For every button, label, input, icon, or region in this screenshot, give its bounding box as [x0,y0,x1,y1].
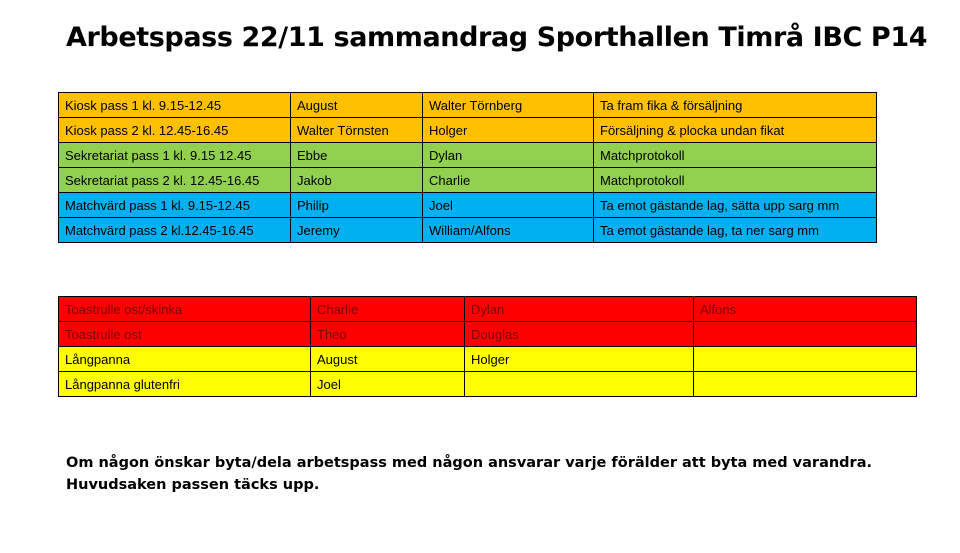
table-cell: Philip [291,193,423,218]
schedule-row [59,143,877,168]
baking-row [59,322,917,347]
baking-row [59,372,917,397]
table-cell: Matchprotokoll [594,168,877,193]
table-cell [465,372,694,397]
table-cell: Walter Törnberg [423,93,594,118]
swap-note-line-1: Om någon önskar byta/dela arbetspass med någon ansvarar varje förälder att byta med varandra. [66,455,872,471]
table-cell: August [311,347,465,372]
table-cell: Ta emot gästande lag, ta ner sarg mm [594,218,877,243]
table-cell: Långpanna [59,347,311,372]
table-cell: Ebbe [291,143,423,168]
schedule-row [59,93,877,118]
table-cell [694,347,917,372]
table-cell: Toastrulle ost/skinka [59,297,311,322]
table-cell: Kiosk pass 1 kl. 9.15-12.45 [59,93,291,118]
table-cell: Matchprotokoll [594,143,877,168]
table-cell: Försäljning & plocka undan fikat [594,118,877,143]
table-cell: Jeremy [291,218,423,243]
table-cell: Ta emot gästande lag, sätta upp sarg mm [594,193,877,218]
schedule-row [59,193,877,218]
table-cell [694,372,917,397]
schedule-table [58,92,877,243]
table-cell: Sekretariat pass 1 kl. 9.15 12.45 [59,143,291,168]
swap-note [66,452,872,496]
table-cell: Theo [311,322,465,347]
table-cell: Charlie [423,168,594,193]
baking-row [59,297,917,322]
baking-table [58,296,917,397]
schedule-row [59,168,877,193]
schedule-row [59,218,877,243]
table-cell: Joel [311,372,465,397]
table-cell: Matchvärd pass 2 kl.12.45-16.45 [59,218,291,243]
table-cell: Kiosk pass 2 kl. 12.45-16.45 [59,118,291,143]
table-cell: Walter Törnsten [291,118,423,143]
table-cell: Jakob [291,168,423,193]
table-cell: Långpanna glutenfri [59,372,311,397]
table-cell: Holger [465,347,694,372]
table-cell: William/Alfons [423,218,594,243]
schedule-row [59,118,877,143]
table-cell: Holger [423,118,594,143]
table-cell: Ta fram fika & försäljning [594,93,877,118]
table-cell: Sekretariat pass 2 kl. 12.45-16.45 [59,168,291,193]
table-cell: Douglas [465,322,694,347]
table-cell [694,322,917,347]
table-cell: Charlie [311,297,465,322]
table-cell: Matchvärd pass 1 kl. 9.15-12.45 [59,193,291,218]
page-title: Arbetspass 22/11 sammandrag Sporthallen Timrå IBC P14 [66,22,928,53]
table-cell: August [291,93,423,118]
swap-note-line-2: Huvudsaken passen täcks upp. [66,477,320,493]
table-cell: Alfons [694,297,917,322]
table-cell: Toastrulle ost [59,322,311,347]
table-cell: Dylan [465,297,694,322]
table-cell: Joel [423,193,594,218]
table-cell: Dylan [423,143,594,168]
baking-row [59,347,917,372]
